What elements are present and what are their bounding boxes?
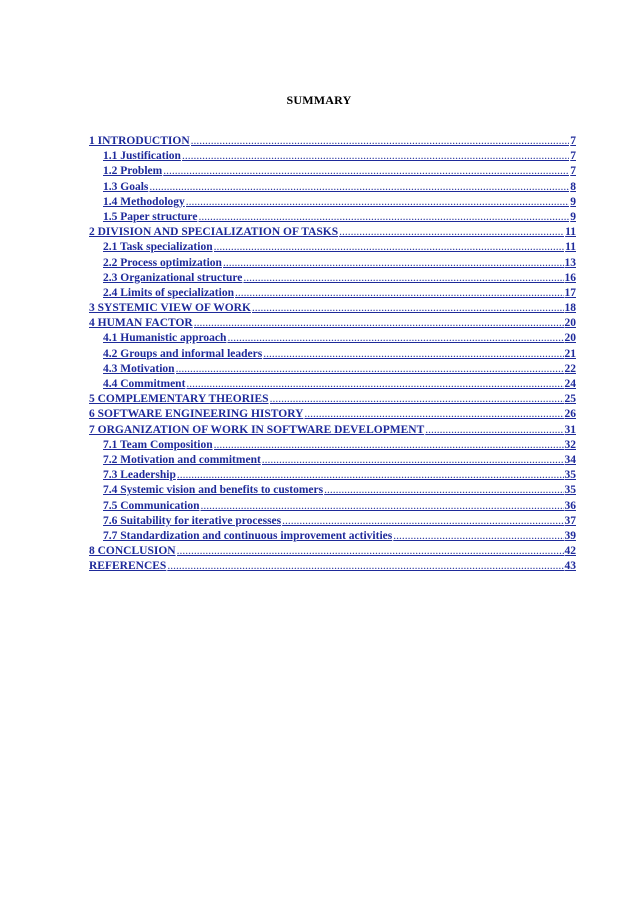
toc-dot-leader <box>191 134 570 149</box>
toc-entry[interactable] <box>89 362 576 377</box>
toc-page-number[interactable]: 21 <box>564 347 576 360</box>
toc-entry[interactable] <box>89 392 576 407</box>
toc-dot-leader <box>149 180 569 195</box>
toc-page-number[interactable]: 9 <box>570 210 576 223</box>
toc-entry[interactable] <box>89 438 576 453</box>
toc-entry-label[interactable]: 1.2 Problem <box>103 165 163 178</box>
toc-dot-leader <box>282 514 563 529</box>
toc-entry[interactable] <box>89 468 576 483</box>
toc-page-number[interactable]: 31 <box>564 423 576 436</box>
toc-entry[interactable] <box>89 301 576 316</box>
toc-page-number[interactable]: 18 <box>564 302 576 315</box>
toc-entry[interactable] <box>89 331 576 346</box>
toc-dot-leader <box>270 392 564 407</box>
toc-page-number[interactable]: 7 <box>570 135 576 147</box>
toc-entry-label[interactable]: 1 INTRODUCTION <box>89 135 190 147</box>
toc-page-number[interactable]: 37 <box>564 514 576 527</box>
page-title: SUMMARY <box>286 93 352 107</box>
toc-entry-label[interactable]: 7.7 Standardization and continuous improvement activities <box>103 529 393 542</box>
toc-entry[interactable] <box>89 195 576 210</box>
toc-entry-label[interactable]: 4.3 Motivation <box>103 362 175 375</box>
toc-entry-label[interactable]: 2.1 Task specialization <box>103 241 213 254</box>
toc-dot-leader <box>393 529 563 544</box>
toc-page-number[interactable]: 35 <box>564 484 576 497</box>
toc-entry-label[interactable]: 7.1 Team Composition <box>103 438 213 451</box>
toc-entry[interactable] <box>89 149 576 164</box>
toc-entry[interactable] <box>89 499 576 514</box>
toc-page-number[interactable]: 13 <box>564 256 576 269</box>
toc-dot-leader <box>252 301 564 316</box>
toc-page-number[interactable]: 16 <box>564 271 576 284</box>
toc-page-number[interactable]: 7 <box>570 150 576 163</box>
toc-page-number[interactable]: 20 <box>564 317 576 330</box>
toc-page-number[interactable]: 20 <box>564 332 576 345</box>
toc-entry-label[interactable]: 1.4 Methodology <box>103 195 185 208</box>
toc-dot-leader <box>235 286 564 301</box>
toc-entry-label[interactable]: 7 ORGANIZATION OF WORK IN SOFTWARE DEVELOPMENT <box>89 423 425 436</box>
toc-dot-leader <box>177 468 564 483</box>
toc-entry-label[interactable]: 1.5 Paper structure <box>103 210 198 223</box>
toc-page-number[interactable]: 25 <box>564 393 576 406</box>
toc-entry-label[interactable]: 7.3 Leadership <box>103 469 176 482</box>
toc-page-number[interactable]: 34 <box>564 453 576 466</box>
toc-entry[interactable] <box>89 453 576 468</box>
toc-entry[interactable] <box>89 286 576 301</box>
toc-page-number[interactable]: 35 <box>564 469 576 482</box>
toc-page-number[interactable]: 17 <box>564 286 576 299</box>
toc-dot-leader <box>200 499 563 514</box>
toc-entry[interactable] <box>89 225 576 240</box>
toc-page-number[interactable]: 39 <box>564 529 576 542</box>
toc-entry-label[interactable]: 2 DIVISION AND SPECIALIZATION OF TASKS <box>89 226 339 239</box>
toc-entry-label[interactable]: 2.3 Organizational structure <box>103 271 243 284</box>
toc-page-number[interactable]: 42 <box>564 545 576 558</box>
toc-entry[interactable] <box>89 164 576 179</box>
toc-entry-label[interactable]: 4.2 Groups and informal leaders <box>103 347 263 360</box>
toc-entry[interactable] <box>89 377 576 392</box>
toc-entry[interactable] <box>89 423 576 438</box>
toc-entry[interactable] <box>89 134 576 149</box>
toc-page-number[interactable]: 7 <box>570 165 576 178</box>
toc-dot-leader <box>198 210 569 225</box>
toc-entry[interactable] <box>89 407 576 422</box>
toc-entry[interactable] <box>89 210 576 225</box>
toc-dot-leader <box>186 195 569 210</box>
toc-entry[interactable] <box>89 544 576 559</box>
toc-entry-label[interactable]: 7.4 Systemic vision and benefits to customers <box>103 484 324 497</box>
toc-dot-leader <box>425 423 563 438</box>
toc-dot-leader <box>263 347 563 362</box>
toc-page-number[interactable]: 22 <box>564 362 576 375</box>
toc-entry[interactable] <box>89 559 576 574</box>
toc-dot-leader <box>177 544 564 559</box>
toc-dot-leader <box>194 316 564 331</box>
toc-entry-label[interactable]: 8 CONCLUSION <box>89 545 176 558</box>
toc-dot-leader <box>339 225 564 240</box>
toc-dot-leader <box>243 271 563 286</box>
toc-entry-label[interactable]: 1.1 Justification <box>103 150 181 163</box>
toc-entry-label[interactable]: 7.2 Motivation and commitment <box>103 453 261 466</box>
toc-page-number[interactable]: 11 <box>565 241 576 254</box>
toc-entry-label[interactable]: 4.4 Commitment <box>103 378 186 390</box>
toc-dot-leader <box>214 240 565 255</box>
toc-dot-leader <box>262 453 564 468</box>
toc-dot-leader <box>304 407 563 422</box>
toc-dot-leader <box>163 164 569 179</box>
toc-entry-label[interactable]: 1.3 Goals <box>103 180 149 193</box>
toc-entry-label[interactable]: 7.5 Communication <box>103 499 200 512</box>
toc-entry[interactable] <box>89 529 576 544</box>
toc-entry-label[interactable]: 3 SYSTEMIC VIEW OF WORK <box>89 302 251 315</box>
toc-entry[interactable] <box>89 483 576 498</box>
toc-dot-leader <box>223 256 564 271</box>
toc-page-number[interactable]: 26 <box>564 408 576 421</box>
toc-page-number[interactable]: 24 <box>564 378 576 390</box>
toc-entry[interactable] <box>89 514 576 529</box>
toc-dot-leader <box>227 331 563 346</box>
toc-entry[interactable] <box>89 271 576 286</box>
toc-page-number[interactable]: 32 <box>564 438 576 451</box>
toc-entry[interactable] <box>89 180 576 195</box>
toc-entry-label[interactable]: 7.6 Suitability for iterative processes <box>103 514 282 527</box>
toc-page-number[interactable]: 8 <box>570 180 576 193</box>
toc-entry[interactable] <box>89 256 576 271</box>
toc-entry[interactable] <box>89 240 576 255</box>
toc-dot-leader <box>176 362 564 377</box>
toc-page-number[interactable]: 36 <box>564 499 576 512</box>
toc-entry-label[interactable]: REFERENCES <box>89 560 167 573</box>
toc-entry-label[interactable]: 6 SOFTWARE ENGINEERING HISTORY <box>89 408 304 421</box>
toc-entry-label[interactable]: 4 HUMAN FACTOR <box>89 317 193 330</box>
toc-page-number[interactable]: 43 <box>564 560 576 573</box>
toc-page-number[interactable]: 9 <box>570 195 576 208</box>
toc-entry[interactable] <box>89 347 576 362</box>
table-of-contents <box>89 134 576 574</box>
toc-page-number[interactable]: 11 <box>565 226 576 239</box>
toc-dot-leader <box>186 377 563 392</box>
toc-dot-leader <box>182 149 569 164</box>
toc-entry-label[interactable]: 5 COMPLEMENTARY THEORIES <box>89 393 269 406</box>
toc-dot-leader <box>324 483 563 498</box>
toc-dot-leader <box>214 438 564 453</box>
toc-entry-label[interactable]: 2.4 Limits of specialization <box>103 286 234 299</box>
toc-entry[interactable] <box>89 316 576 331</box>
toc-entry-label[interactable]: 4.1 Humanistic approach <box>103 332 227 345</box>
toc-dot-leader <box>167 559 563 574</box>
toc-entry-label[interactable]: 2.2 Process optimization <box>103 256 222 269</box>
